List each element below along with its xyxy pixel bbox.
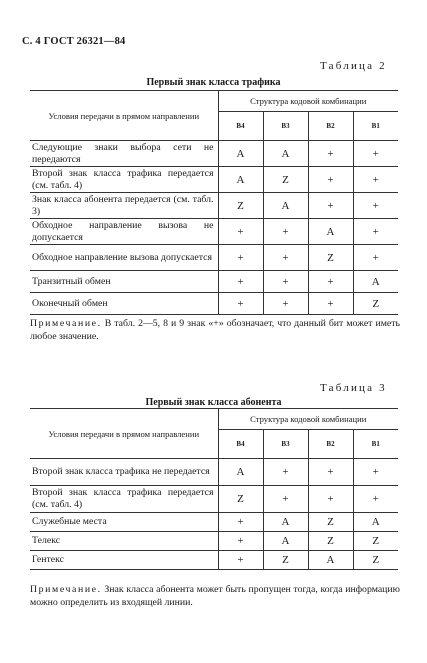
value-cell: Z <box>308 513 353 532</box>
condition-cell: Оконечный обмен <box>30 293 218 315</box>
value-cell: + <box>353 459 398 486</box>
value-cell: + <box>353 486 398 513</box>
table-2-title: Первый знак класса трафика <box>146 77 281 88</box>
table-2-bit-header: B4 <box>218 112 263 141</box>
table-row <box>30 486 398 513</box>
value-cell: Z <box>308 245 353 271</box>
condition-cell: Обходное направление вызова допускается <box>30 245 218 271</box>
value-cell: + <box>353 167 398 193</box>
table-3 <box>30 408 398 570</box>
value-cell: + <box>263 293 308 315</box>
table-row <box>30 532 398 551</box>
value-cell: + <box>218 293 263 315</box>
value-cell: + <box>218 245 263 271</box>
condition-cell: Служебные места <box>30 513 218 532</box>
condition-cell: Гентекс <box>30 551 218 570</box>
value-cell: Z <box>263 167 308 193</box>
value-cell: Z <box>218 486 263 513</box>
table-2-condition-header: Условия передачи в прямом направлении <box>30 91 218 141</box>
value-cell: A <box>263 193 308 219</box>
value-cell: + <box>308 293 353 315</box>
value-cell: A <box>263 141 308 167</box>
value-cell: + <box>308 167 353 193</box>
value-cell: Z <box>218 193 263 219</box>
value-cell: + <box>218 219 263 245</box>
value-cell: A <box>218 459 263 486</box>
table-row <box>30 219 398 245</box>
value-cell: + <box>353 193 398 219</box>
value-cell: A <box>218 141 263 167</box>
table-3-bit-header: B3 <box>263 430 308 459</box>
value-cell: A <box>308 219 353 245</box>
value-cell: + <box>308 141 353 167</box>
value-cell: + <box>218 513 263 532</box>
value-cell: Z <box>353 551 398 570</box>
value-cell: + <box>218 532 263 551</box>
value-cell: Z <box>308 532 353 551</box>
value-cell: A <box>353 271 398 293</box>
value-cell: + <box>308 459 353 486</box>
value-cell: A <box>263 513 308 532</box>
value-cell: + <box>353 219 398 245</box>
value-cell: + <box>308 271 353 293</box>
condition-cell: Второй знак класса трафика передается (см. табл. 4) <box>30 486 218 513</box>
table-row <box>30 513 398 532</box>
table-row <box>30 167 398 193</box>
table-row <box>30 141 398 167</box>
value-cell: + <box>308 193 353 219</box>
condition-cell: Второй знак класса трафика не передается <box>30 459 218 486</box>
condition-cell: Второй знак класса трафика передается (см. табл. 4) <box>30 167 218 193</box>
value-cell: + <box>263 486 308 513</box>
value-cell: Z <box>353 293 398 315</box>
table-row <box>30 459 398 486</box>
condition-cell: Телекс <box>30 532 218 551</box>
table-row <box>30 293 398 315</box>
value-cell: + <box>263 245 308 271</box>
table-2 <box>30 90 398 315</box>
table-3-label: Таблица 3 <box>320 382 387 394</box>
condition-cell: Знак класса абонента передается (см. табл. 3) <box>30 193 218 219</box>
page-header: С. 4 ГОСТ 26321—84 <box>22 36 126 47</box>
table-2-bit-header: B2 <box>308 112 353 141</box>
value-cell: + <box>308 486 353 513</box>
value-cell: + <box>263 219 308 245</box>
table-row <box>30 271 398 293</box>
table-3-bit-header: B2 <box>308 430 353 459</box>
condition-cell: Обходное направление вызова не допускается <box>30 219 218 245</box>
condition-cell: Транзитный обмен <box>30 271 218 293</box>
table-2-label: Таблица 2 <box>320 60 387 72</box>
value-cell: Z <box>263 551 308 570</box>
table-3-structure-header: Структура кодовой комбинации <box>218 409 398 430</box>
value-cell: Z <box>353 532 398 551</box>
value-cell: A <box>353 513 398 532</box>
value-cell: A <box>218 167 263 193</box>
value-cell: A <box>263 532 308 551</box>
condition-cell: Следующие знаки выбора сети не передаются <box>30 141 218 167</box>
table-2-bit-header: B3 <box>263 112 308 141</box>
value-cell: + <box>353 141 398 167</box>
value-cell: + <box>218 271 263 293</box>
value-cell: + <box>263 271 308 293</box>
table-row <box>30 245 398 271</box>
table-3-condition-header: Условия передачи в прямом направлении <box>30 409 218 459</box>
table-3-bit-header: B1 <box>353 430 398 459</box>
note-prefix: Примечание. <box>30 584 102 595</box>
value-cell: + <box>353 245 398 271</box>
table-2-note <box>30 317 400 343</box>
table-3-note <box>30 583 400 609</box>
note-text: Знак класса абонента может быть пропущен тогда, когда информацию можно определить из входящей линии. <box>30 584 400 608</box>
note-prefix: Примечание. <box>30 318 102 329</box>
table-2-structure-header: Структура кодовой комбинации <box>218 91 398 112</box>
value-cell: + <box>263 459 308 486</box>
table-3-title: Первый знак класса абонента <box>145 397 282 408</box>
value-cell: A <box>308 551 353 570</box>
value-cell: + <box>218 551 263 570</box>
table-row <box>30 551 398 570</box>
table-3-bit-header: B4 <box>218 430 263 459</box>
note-text: В табл. 2—5, 8 и 9 знак «+» обозначает, что данный бит может иметь любое значение. <box>30 318 401 342</box>
table-row <box>30 193 398 219</box>
table-2-bit-header: B1 <box>353 112 398 141</box>
